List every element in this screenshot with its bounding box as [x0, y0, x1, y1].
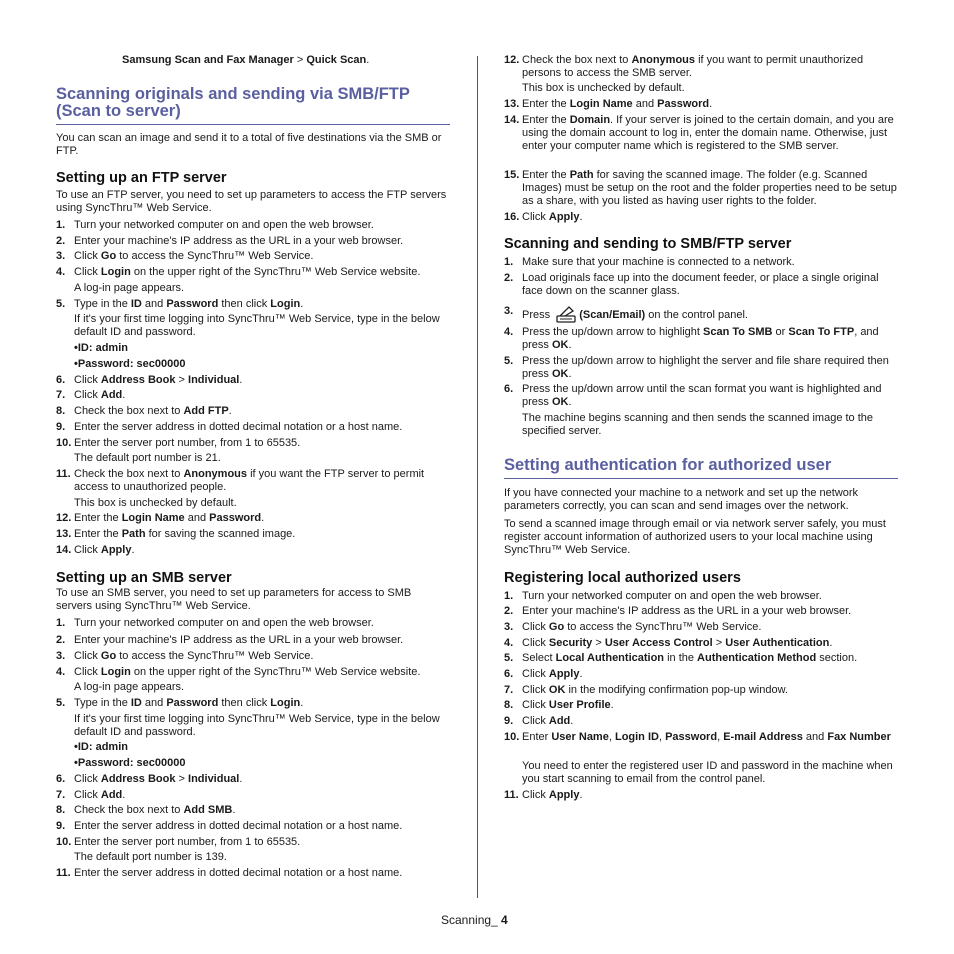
breadcrumb-quick-scan: Quick Scan	[306, 54, 367, 66]
smb-step-13: 13. Enter the Login Name and Password.	[504, 98, 713, 110]
page-footer	[441, 914, 508, 927]
ftp-default-id: •ID: admin	[74, 342, 128, 354]
smb-step-16: 16. Click Apply.	[504, 211, 583, 223]
smb-default-password: •Password: sec00000	[74, 757, 186, 769]
ftp-step-14: 14. Click Apply.	[56, 544, 135, 556]
ftp-step-5: 5. Type in the ID and Password then click Login.	[56, 298, 304, 310]
smb-step-11: 11. Enter the server address in dotted decimal notation or a host name.	[56, 867, 403, 879]
smb-step-4: 4. Click Login on the upper right of the SyncThru™ Web Service website.	[56, 666, 421, 678]
reg-step-10: 10. Enter User Name, Login ID, Password, E-mail Address and Fax Number	[504, 731, 891, 743]
smb-step-8: 8. Check the box next to Add SMB.	[56, 804, 236, 816]
reg-step-4: 4. Click Security > User Access Control > User Authentication.	[504, 637, 833, 649]
smb-step-4-note: A log-in page appears.	[74, 681, 185, 693]
smb-step-7: 7. Click Add.	[56, 789, 126, 801]
ftp-step-4: 4. Click Login on the upper right of the SyncThru™ Web Service website.	[56, 266, 421, 278]
smb-intro: To use an SMB server, you need to set up parameters for access to SMB servers using SyncThru™ Web Service.	[56, 587, 412, 612]
smb-step-10: 10. Enter the server port number, from 1 to 65535.	[56, 836, 301, 848]
ftp-step-5-note: If it's your first time logging into SyncThru™ Web Service, type in the below default ID and password.	[74, 313, 440, 338]
reg-step-3: 3. Click Go to access the SyncThru™ Web Service.	[504, 621, 762, 633]
smb-step-1: 1. Turn your networked computer on and open the web browser.	[56, 617, 374, 629]
ftp-step-9: 9. Enter the server address in dotted decimal notation or a host name.	[56, 421, 403, 433]
reg-step-7: 7. Click OK in the modifying confirmation pop-up window.	[504, 684, 788, 696]
reg-step-9: 9. Click Add.	[504, 715, 574, 727]
ftp-step-10: 10. Enter the server port number, from 1 to 65535.	[56, 437, 301, 449]
send-step-6-note: The machine begins scanning and then sends the scanned image to the specified server.	[522, 412, 874, 437]
scan-email-icon	[555, 305, 577, 325]
send-heading: Scanning and sending to SMB/FTP server	[504, 236, 792, 252]
reg-step-1: 1. Turn your networked computer on and open the web browser.	[504, 590, 822, 602]
ftp-default-password: •Password: sec00000	[74, 358, 186, 370]
send-step-3: 3. Press (Scan/Email) on the control panel.	[504, 305, 898, 325]
smb-step-12-note: This box is unchecked by default.	[522, 82, 685, 94]
smb-step-14: 14. Enter the Domain. If your server is joined to the certain domain, and you are using the domain account to log in, enter the domain name. Otherwise, just enter your computer name which is registered to the SMB server.	[504, 114, 894, 152]
breadcrumb-app: Samsung Scan and Fax Manager	[122, 54, 294, 66]
breadcrumb-separator: >	[293, 54, 307, 66]
ftp-step-11-note: This box is unchecked by default.	[74, 497, 237, 509]
ftp-step-8: 8. Check the box next to Add FTP.	[56, 405, 232, 417]
ftp-step-13: 13. Enter the Path for saving the scanned image.	[56, 528, 296, 540]
reg-step-5: 5. Select Local Authentication in the Authentication Method section.	[504, 652, 858, 664]
breadcrumb-end: .	[366, 54, 370, 66]
reg-step-2: 2. Enter your machine's IP address as the URL in a your web browser.	[504, 605, 852, 617]
smb-step-10-note: The default port number is 139.	[74, 851, 227, 863]
auth-paragraph-1: If you have connected your machine to a network and set up the network parameters correctly, you can scan and send images over the network.	[504, 487, 859, 512]
footer-section: Scanning_	[441, 913, 502, 927]
smb-step-5: 5. Type in the ID and Password then click Login.	[56, 697, 304, 709]
ftp-step-11: 11. Check the box next to Anonymous if you want the FTP server to permit access to unauthorized people.	[56, 468, 425, 493]
smb-default-id: •ID: admin	[74, 741, 128, 753]
section-title-scan-to-server: Scanning originals and sending via SMB/FTP (Scan to server)	[56, 86, 450, 125]
send-step-4: 4. Press the up/down arrow to highlight Scan To SMB or Scan To FTP, and press OK.	[504, 326, 879, 351]
smb-step-6: 6. Click Address Book > Individual.	[56, 773, 243, 785]
reg-step-8: 8. Click User Profile.	[504, 699, 614, 711]
scan-to-server-intro: You can scan an image and send it to a total of five destinations via the SMB or FTP.	[56, 132, 442, 157]
send-step-5: 5. Press the up/down arrow to highlight the server and file share required then press OK.	[504, 355, 889, 380]
page-number: 4	[501, 913, 508, 927]
ftp-step-1: 1. Turn your networked computer on and open the web browser.	[56, 219, 374, 231]
auth-paragraph-2: To send a scanned image through email or via network server safely, you must register account information of authorized users to your local machine using SyncThru™ Web Service.	[504, 518, 886, 556]
ftp-step-2: 2. Enter your machine's IP address as the URL in a your web browser.	[56, 235, 404, 247]
smb-heading: Setting up an SMB server	[56, 570, 232, 586]
smb-step-12: 12. Check the box next to Anonymous if you want to permit unauthorized persons to access the SMB server.	[504, 54, 864, 79]
ftp-heading: Setting up an FTP server	[56, 170, 227, 186]
ftp-step-4-note: A log-in page appears.	[74, 282, 185, 294]
ftp-step-12: 12. Enter the Login Name and Password.	[56, 512, 265, 524]
reg-step-6: 6. Click Apply.	[504, 668, 583, 680]
send-step-2: 2. Load originals face up into the document feeder, or place a single original face down on the scanner glass.	[504, 272, 879, 297]
send-step-6: 6. Press the up/down arrow until the scan format you want is highlighted and press OK.	[504, 383, 882, 408]
section-title-authentication: Setting authentication for authorized user	[504, 457, 898, 479]
smb-step-5-note: If it's your first time logging into SyncThru™ Web Service, type in the below default ID and password.	[74, 713, 440, 738]
smb-step-9: 9. Enter the server address in dotted decimal notation or a host name.	[56, 820, 403, 832]
ftp-step-10-note: The default port number is 21.	[74, 452, 221, 464]
ftp-step-6: 6. Click Address Book > Individual.	[56, 374, 243, 386]
ftp-step-3: 3. Click Go to access the SyncThru™ Web Service.	[56, 250, 314, 262]
breadcrumb	[122, 54, 369, 67]
reg-step-10-note: You need to enter the registered user ID and password in the machine when you start scanning to email from the control panel.	[522, 760, 893, 785]
column-divider	[477, 56, 478, 898]
ftp-step-7: 7. Click Add.	[56, 389, 126, 401]
smb-step-3: 3. Click Go to access the SyncThru™ Web Service.	[56, 650, 314, 662]
send-step-1: 1. Make sure that your machine is connected to a network.	[504, 256, 795, 268]
ftp-intro: To use an FTP server, you need to set up parameters to access the FTP servers using SyncThru™ Web Service.	[56, 189, 447, 214]
register-heading: Registering local authorized users	[504, 570, 741, 586]
smb-step-2: 2. Enter your machine's IP address as the URL in a your web browser.	[56, 634, 404, 646]
reg-step-11: 11. Click Apply.	[504, 789, 583, 801]
smb-step-15: 15. Enter the Path for saving the scanned image. The folder (e.g. Scanned Images) must be setup on the root and the folder properties need to be setup as a share, with you listed as having user rights to the folder.	[504, 169, 897, 207]
